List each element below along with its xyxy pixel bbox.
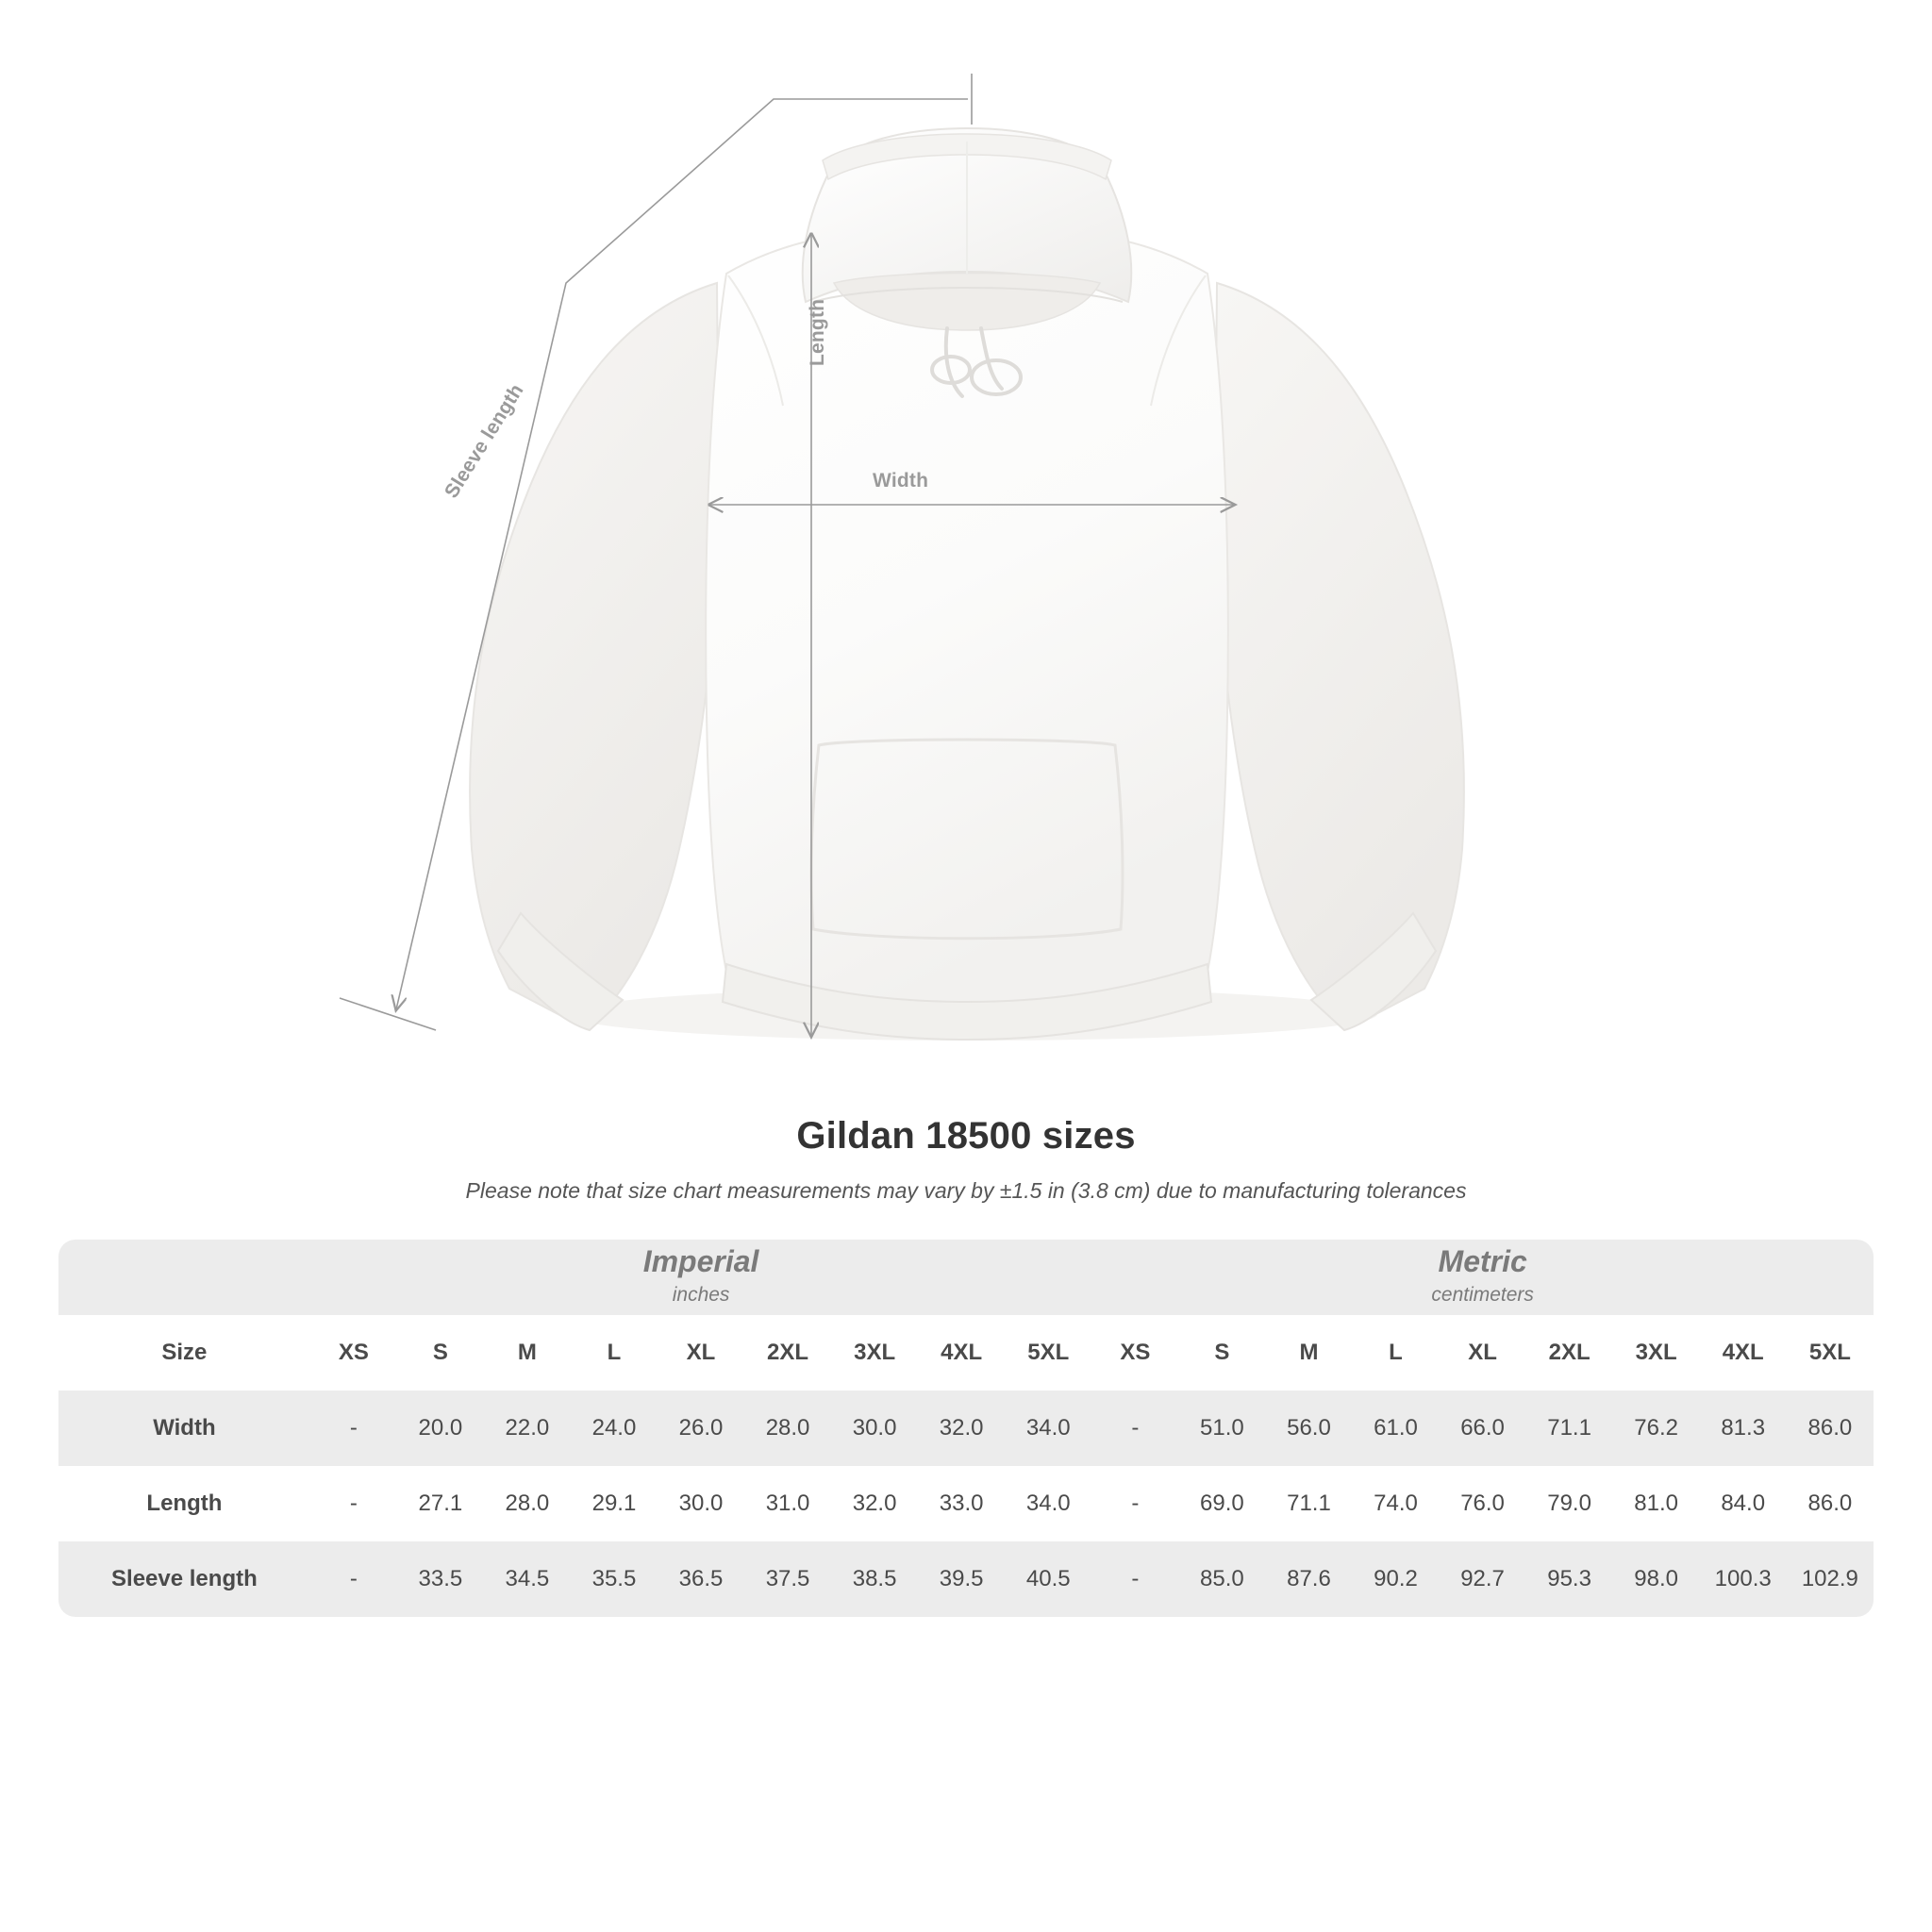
size-header-metric-l: L (1352, 1315, 1439, 1391)
row-label-width: Width (58, 1391, 310, 1466)
row-label-length: Length (58, 1466, 310, 1541)
sleeve-metric-s: 85.0 (1178, 1541, 1265, 1617)
width-imperial-3xl: 30.0 (831, 1391, 918, 1466)
size-header-label: Size (58, 1315, 310, 1391)
length-imperial-xs: - (310, 1466, 397, 1541)
length-imperial-s: 27.1 (397, 1466, 484, 1541)
table-row (58, 1391, 1874, 1466)
unit-metric-sub: centimeters (1431, 1283, 1534, 1306)
width-imperial-xs: - (310, 1391, 397, 1466)
unit-group-imperial (310, 1240, 1092, 1315)
table-row (58, 1541, 1874, 1617)
title-block (0, 1115, 1932, 1204)
row-label-sleeve-length: Sleeve length (58, 1541, 310, 1617)
length-imperial-2xl: 31.0 (744, 1466, 831, 1541)
page-title: Gildan 18500 sizes (796, 1115, 1136, 1157)
size-table-container (58, 1240, 1874, 1617)
sleeve-imperial-m: 34.5 (484, 1541, 571, 1617)
length-imperial-l: 29.1 (571, 1466, 658, 1541)
unit-header-row (58, 1240, 1874, 1315)
unit-row-spacer (58, 1240, 310, 1315)
width-imperial-l: 24.0 (571, 1391, 658, 1466)
sleeve-imperial-5xl: 40.5 (1005, 1541, 1091, 1617)
tolerance-note: Please note that size chart measurements may vary by ±1.5 in (3.8 cm) due to manufacturing tolerances (465, 1178, 1467, 1203)
length-imperial-5xl: 34.0 (1005, 1466, 1091, 1541)
length-metric-2xl: 79.0 (1526, 1466, 1613, 1541)
size-header-metric-3xl: 3XL (1613, 1315, 1700, 1391)
size-header-imperial-xl: XL (658, 1315, 744, 1391)
length-metric-xs: - (1091, 1466, 1178, 1541)
sleeve-imperial-s: 33.5 (397, 1541, 484, 1617)
size-header-imperial-m: M (484, 1315, 571, 1391)
sleeve-length-dimension-label: Sleeve length (441, 379, 528, 503)
width-imperial-m: 22.0 (484, 1391, 571, 1466)
size-header-row (58, 1315, 1874, 1391)
length-metric-m: 71.1 (1265, 1466, 1352, 1541)
size-header-metric-4xl: 4XL (1700, 1315, 1787, 1391)
size-header-imperial-xs: XS (310, 1315, 397, 1391)
width-imperial-2xl: 28.0 (744, 1391, 831, 1466)
length-imperial-3xl: 32.0 (831, 1466, 918, 1541)
unit-imperial-sub: inches (672, 1283, 730, 1306)
width-metric-xs: - (1091, 1391, 1178, 1466)
size-header-metric-2xl: 2XL (1526, 1315, 1613, 1391)
width-metric-m: 56.0 (1265, 1391, 1352, 1466)
length-imperial-4xl: 33.0 (918, 1466, 1005, 1541)
width-imperial-5xl: 34.0 (1005, 1391, 1091, 1466)
unit-metric-name: Metric (1438, 1243, 1527, 1278)
size-header-imperial-5xl: 5XL (1005, 1315, 1091, 1391)
sleeve-metric-4xl: 100.3 (1700, 1541, 1787, 1617)
width-metric-3xl: 76.2 (1613, 1391, 1700, 1466)
length-metric-xl: 76.0 (1440, 1466, 1526, 1541)
unit-imperial-name: Imperial (642, 1243, 759, 1278)
width-metric-s: 51.0 (1178, 1391, 1265, 1466)
table-row (58, 1466, 1874, 1541)
width-imperial-4xl: 32.0 (918, 1391, 1005, 1466)
sleeve-metric-2xl: 95.3 (1526, 1541, 1613, 1617)
sleeve-imperial-2xl: 37.5 (744, 1541, 831, 1617)
sleeve-imperial-l: 35.5 (571, 1541, 658, 1617)
sleeve-metric-xs: - (1091, 1541, 1178, 1617)
sleeve-metric-m: 87.6 (1265, 1541, 1352, 1617)
width-metric-5xl: 86.0 (1787, 1391, 1874, 1466)
length-metric-s: 69.0 (1178, 1466, 1265, 1541)
width-dimension-label: Width (873, 470, 929, 491)
unit-group-metric (1091, 1240, 1874, 1315)
size-header-imperial-s: S (397, 1315, 484, 1391)
width-metric-2xl: 71.1 (1526, 1391, 1613, 1466)
width-imperial-xl: 26.0 (658, 1391, 744, 1466)
width-metric-l: 61.0 (1352, 1391, 1439, 1466)
length-metric-l: 74.0 (1352, 1466, 1439, 1541)
length-metric-3xl: 81.0 (1613, 1466, 1700, 1541)
sleeve-imperial-4xl: 39.5 (918, 1541, 1005, 1617)
sleeve-imperial-3xl: 38.5 (831, 1541, 918, 1617)
size-header-imperial-4xl: 4XL (918, 1315, 1005, 1391)
length-metric-4xl: 84.0 (1700, 1466, 1787, 1541)
size-header-metric-s: S (1178, 1315, 1265, 1391)
size-header-metric-5xl: 5XL (1787, 1315, 1874, 1391)
size-header-metric-m: M (1265, 1315, 1352, 1391)
length-metric-5xl: 86.0 (1787, 1466, 1874, 1541)
length-imperial-m: 28.0 (484, 1466, 571, 1541)
length-imperial-xl: 30.0 (658, 1466, 744, 1541)
size-header-imperial-l: L (571, 1315, 658, 1391)
size-header-metric-xs: XS (1091, 1315, 1178, 1391)
sleeve-imperial-xs: - (310, 1541, 397, 1617)
sleeve-imperial-xl: 36.5 (658, 1541, 744, 1617)
size-header-metric-xl: XL (1440, 1315, 1526, 1391)
width-imperial-s: 20.0 (397, 1391, 484, 1466)
sleeve-metric-3xl: 98.0 (1613, 1541, 1700, 1617)
size-header-imperial-2xl: 2XL (744, 1315, 831, 1391)
width-metric-xl: 66.0 (1440, 1391, 1526, 1466)
width-metric-4xl: 81.3 (1700, 1391, 1787, 1466)
length-dimension-label: Length (807, 298, 828, 366)
size-table (58, 1240, 1874, 1617)
sleeve-metric-l: 90.2 (1352, 1541, 1439, 1617)
sleeve-metric-xl: 92.7 (1440, 1541, 1526, 1617)
size-header-imperial-3xl: 3XL (831, 1315, 918, 1391)
sleeve-metric-5xl: 102.9 (1787, 1541, 1874, 1617)
